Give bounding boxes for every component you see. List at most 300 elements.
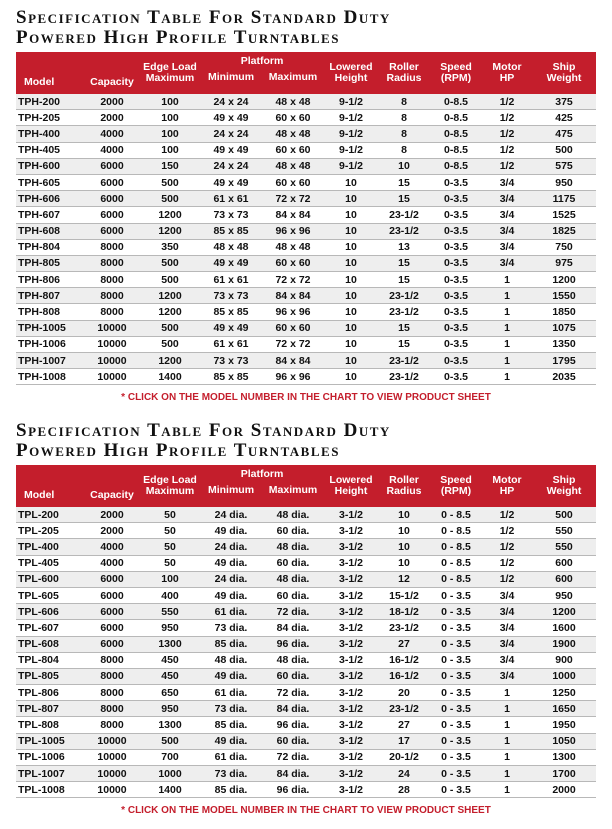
cell-platform-min: 49 x 49 xyxy=(200,174,262,190)
cell-motor-hp: 3/4 xyxy=(482,604,532,620)
col-header-platform-max: Maximum xyxy=(268,71,318,83)
table-row xyxy=(16,142,596,158)
table-row xyxy=(16,255,596,271)
cell-capacity: 6000 xyxy=(84,191,140,207)
col-header-motor: Motor HP xyxy=(492,474,522,497)
col-header-edge-load: Edge Load Maximum xyxy=(143,61,197,84)
cell-platform-max: 96 x 96 xyxy=(262,304,324,320)
table-row xyxy=(16,782,596,798)
model-link[interactable]: TPH-205 xyxy=(16,110,84,126)
table-header xyxy=(16,465,596,507)
cell-platform-max: 72 x 72 xyxy=(262,191,324,207)
cell-edge-load: 550 xyxy=(140,604,200,620)
cell-platform-max: 96 x 96 xyxy=(262,223,324,239)
cell-edge-load: 1200 xyxy=(140,223,200,239)
cell-roller-radius: 27 xyxy=(378,717,430,733)
cell-motor-hp: 3/4 xyxy=(482,239,532,255)
cell-platform-max: 72 x 72 xyxy=(262,336,324,352)
cell-motor-hp: 1/2 xyxy=(482,539,532,555)
cell-edge-load: 50 xyxy=(140,539,200,555)
model-link[interactable]: TPH-805 xyxy=(16,255,84,271)
cell-platform-max: 60 x 60 xyxy=(262,174,324,190)
cell-platform-min: 24 x 24 xyxy=(200,126,262,142)
model-link[interactable]: TPH-807 xyxy=(16,288,84,304)
cell-roller-radius: 27 xyxy=(378,636,430,652)
cell-platform-max: 84 x 84 xyxy=(262,288,324,304)
cell-ship-weight: 975 xyxy=(532,255,596,271)
model-link[interactable]: TPL-804 xyxy=(16,652,84,668)
click-note: * CLICK ON THE MODEL NUMBER IN THE CHART TO VIEW PRODUCT SHEET xyxy=(121,392,491,404)
cell-edge-load: 1000 xyxy=(140,766,200,782)
spec-table xyxy=(16,52,596,385)
cell-ship-weight: 1700 xyxy=(532,766,596,782)
cell-lowered-height: 3-1/2 xyxy=(324,507,378,523)
cell-lowered-height: 3-1/2 xyxy=(324,685,378,701)
table-row xyxy=(16,685,596,701)
cell-ship-weight: 1000 xyxy=(532,668,596,684)
model-link[interactable]: TPH-400 xyxy=(16,126,84,142)
cell-roller-radius: 23-1/2 xyxy=(378,369,430,385)
table-row xyxy=(16,110,596,126)
model-link[interactable]: TPH-608 xyxy=(16,223,84,239)
cell-platform-max: 60 dia. xyxy=(262,668,324,684)
cell-roller-radius: 23-1/2 xyxy=(378,620,430,636)
cell-lowered-height: 3-1/2 xyxy=(324,636,378,652)
cell-edge-load: 1200 xyxy=(140,304,200,320)
cell-lowered-height: 3-1/2 xyxy=(324,782,378,798)
cell-lowered-height: 10 xyxy=(324,207,378,223)
table-row xyxy=(16,507,596,523)
cell-lowered-height: 3-1/2 xyxy=(324,604,378,620)
cell-roller-radius: 23-1/2 xyxy=(378,701,430,717)
col-header-edge-load: Edge Load Maximum xyxy=(143,474,197,497)
table-row xyxy=(16,652,596,668)
table-row xyxy=(16,523,596,539)
model-link[interactable]: TPL-808 xyxy=(16,717,84,733)
cell-capacity: 6000 xyxy=(84,223,140,239)
cell-roller-radius: 24 xyxy=(378,766,430,782)
cell-edge-load: 100 xyxy=(140,142,200,158)
cell-capacity: 6000 xyxy=(84,174,140,190)
cell-platform-max: 60 dia. xyxy=(262,587,324,603)
cell-ship-weight: 1600 xyxy=(532,620,596,636)
cell-edge-load: 500 xyxy=(140,255,200,271)
cell-ship-weight: 1200 xyxy=(532,272,596,288)
model-link[interactable]: TPL-807 xyxy=(16,701,84,717)
cell-roller-radius: 16-1/2 xyxy=(378,668,430,684)
model-link[interactable]: TPL-607 xyxy=(16,620,84,636)
cell-platform-max: 48 x 48 xyxy=(262,126,324,142)
cell-platform-min: 85 dia. xyxy=(200,717,262,733)
table-row xyxy=(16,191,596,207)
cell-speed: 0-3.5 xyxy=(430,239,482,255)
table-row xyxy=(16,636,596,652)
cell-motor-hp: 3/4 xyxy=(482,652,532,668)
model-link[interactable]: TPH-804 xyxy=(16,239,84,255)
cell-platform-min: 24 x 24 xyxy=(200,94,262,110)
cell-platform-min: 24 dia. xyxy=(200,571,262,587)
cell-roller-radius: 28 xyxy=(378,782,430,798)
cell-roller-radius: 10 xyxy=(378,507,430,523)
model-link[interactable]: TPL-1006 xyxy=(16,749,84,765)
table-row xyxy=(16,766,596,782)
cell-ship-weight: 750 xyxy=(532,239,596,255)
cell-lowered-height: 9-1/2 xyxy=(324,158,378,174)
cell-platform-min: 49 x 49 xyxy=(200,110,262,126)
table-row xyxy=(16,223,596,239)
cell-ship-weight: 1795 xyxy=(532,353,596,369)
cell-platform-max: 48 dia. xyxy=(262,652,324,668)
cell-roller-radius: 8 xyxy=(378,94,430,110)
model-link[interactable]: TPH-1008 xyxy=(16,369,84,385)
model-link[interactable]: TPL-200 xyxy=(16,507,84,523)
cell-roller-radius: 15 xyxy=(378,191,430,207)
cell-speed: 0-3.5 xyxy=(430,255,482,271)
cell-speed: 0-8.5 xyxy=(430,158,482,174)
cell-platform-max: 48 dia. xyxy=(262,507,324,523)
table-row xyxy=(16,174,596,190)
cell-capacity: 8000 xyxy=(84,288,140,304)
cell-capacity: 10000 xyxy=(84,336,140,352)
cell-motor-hp: 1/2 xyxy=(482,158,532,174)
cell-motor-hp: 1 xyxy=(482,320,532,336)
cell-platform-max: 48 x 48 xyxy=(262,239,324,255)
cell-speed: 0 - 8.5 xyxy=(430,523,482,539)
table-row xyxy=(16,587,596,603)
cell-roller-radius: 10 xyxy=(378,555,430,571)
cell-lowered-height: 3-1/2 xyxy=(324,587,378,603)
cell-platform-min: 85 x 85 xyxy=(200,223,262,239)
cell-edge-load: 1300 xyxy=(140,636,200,652)
cell-platform-min: 73 x 73 xyxy=(200,207,262,223)
cell-platform-min: 61 dia. xyxy=(200,604,262,620)
cell-lowered-height: 10 xyxy=(324,336,378,352)
cell-platform-min: 73 dia. xyxy=(200,620,262,636)
cell-capacity: 2000 xyxy=(84,523,140,539)
cell-speed: 0-3.5 xyxy=(430,272,482,288)
cell-platform-min: 48 x 48 xyxy=(200,239,262,255)
cell-edge-load: 100 xyxy=(140,110,200,126)
cell-roller-radius: 10 xyxy=(378,523,430,539)
cell-ship-weight: 550 xyxy=(532,523,596,539)
cell-motor-hp: 1 xyxy=(482,766,532,782)
cell-lowered-height: 10 xyxy=(324,255,378,271)
click-note: * CLICK ON THE MODEL NUMBER IN THE CHART TO VIEW PRODUCT SHEET xyxy=(121,805,491,817)
cell-capacity: 10000 xyxy=(84,749,140,765)
cell-platform-min: 24 dia. xyxy=(200,539,262,555)
cell-speed: 0-3.5 xyxy=(430,304,482,320)
cell-capacity: 4000 xyxy=(84,142,140,158)
cell-roller-radius: 16-1/2 xyxy=(378,652,430,668)
cell-speed: 0 - 8.5 xyxy=(430,571,482,587)
cell-speed: 0 - 8.5 xyxy=(430,507,482,523)
col-header-model: Model xyxy=(24,489,55,501)
cell-motor-hp: 1 xyxy=(482,782,532,798)
cell-platform-min: 73 x 73 xyxy=(200,288,262,304)
cell-edge-load: 400 xyxy=(140,587,200,603)
cell-lowered-height: 3-1/2 xyxy=(324,766,378,782)
col-header-model: Model xyxy=(24,76,55,88)
cell-speed: 0 - 3.5 xyxy=(430,733,482,749)
model-link[interactable]: TPL-608 xyxy=(16,636,84,652)
cell-platform-max: 48 x 48 xyxy=(262,94,324,110)
model-link[interactable]: TPL-1008 xyxy=(16,782,84,798)
cell-edge-load: 1400 xyxy=(140,369,200,385)
cell-capacity: 6000 xyxy=(84,604,140,620)
cell-platform-min: 49 x 49 xyxy=(200,255,262,271)
cell-ship-weight: 425 xyxy=(532,110,596,126)
cell-ship-weight: 1825 xyxy=(532,223,596,239)
cell-motor-hp: 1/2 xyxy=(482,523,532,539)
table-row xyxy=(16,717,596,733)
cell-platform-max: 84 x 84 xyxy=(262,353,324,369)
cell-motor-hp: 3/4 xyxy=(482,191,532,207)
model-link[interactable]: TPL-606 xyxy=(16,604,84,620)
cell-capacity: 2000 xyxy=(84,110,140,126)
cell-ship-weight: 1525 xyxy=(532,207,596,223)
cell-capacity: 6000 xyxy=(84,620,140,636)
cell-roller-radius: 20 xyxy=(378,685,430,701)
cell-lowered-height: 9-1/2 xyxy=(324,126,378,142)
cell-ship-weight: 600 xyxy=(532,571,596,587)
model-link[interactable]: TPL-600 xyxy=(16,571,84,587)
cell-platform-max: 48 dia. xyxy=(262,571,324,587)
table-row xyxy=(16,733,596,749)
cell-motor-hp: 3/4 xyxy=(482,255,532,271)
cell-capacity: 8000 xyxy=(84,701,140,717)
cell-platform-max: 48 x 48 xyxy=(262,158,324,174)
cell-capacity: 6000 xyxy=(84,158,140,174)
col-header-platform: Platform Minimum Maximum xyxy=(200,465,324,507)
cell-platform-min: 49 dia. xyxy=(200,733,262,749)
cell-motor-hp: 1 xyxy=(482,336,532,352)
cell-edge-load: 500 xyxy=(140,191,200,207)
col-header-roller-radius: Roller Radius xyxy=(386,61,422,84)
model-link[interactable]: TPL-805 xyxy=(16,668,84,684)
cell-ship-weight: 475 xyxy=(532,126,596,142)
table-row xyxy=(16,604,596,620)
cell-speed: 0-8.5 xyxy=(430,94,482,110)
table-row xyxy=(16,304,596,320)
cell-speed: 0-3.5 xyxy=(430,353,482,369)
cell-platform-max: 60 x 60 xyxy=(262,320,324,336)
cell-speed: 0-3.5 xyxy=(430,288,482,304)
cell-speed: 0 - 3.5 xyxy=(430,749,482,765)
cell-speed: 0 - 3.5 xyxy=(430,668,482,684)
cell-platform-min: 49 dia. xyxy=(200,555,262,571)
model-link[interactable]: TPL-806 xyxy=(16,685,84,701)
cell-capacity: 2000 xyxy=(84,507,140,523)
cell-platform-min: 49 x 49 xyxy=(200,320,262,336)
section-title: Specification Table For Standard Duty Powered High Profile Turntables xyxy=(16,420,391,461)
model-link[interactable]: TPH-607 xyxy=(16,207,84,223)
cell-platform-max: 60 x 60 xyxy=(262,255,324,271)
cell-lowered-height: 3-1/2 xyxy=(324,555,378,571)
cell-motor-hp: 1 xyxy=(482,749,532,765)
model-link[interactable]: TPL-400 xyxy=(16,539,84,555)
model-link[interactable]: TPH-1007 xyxy=(16,353,84,369)
cell-speed: 0-8.5 xyxy=(430,110,482,126)
col-header-capacity: Capacity xyxy=(90,489,134,501)
cell-platform-max: 60 x 60 xyxy=(262,110,324,126)
cell-edge-load: 1200 xyxy=(140,288,200,304)
cell-lowered-height: 3-1/2 xyxy=(324,652,378,668)
cell-roller-radius: 15 xyxy=(378,336,430,352)
model-link[interactable]: TPH-605 xyxy=(16,174,84,190)
cell-ship-weight: 375 xyxy=(532,94,596,110)
cell-roller-radius: 23-1/2 xyxy=(378,207,430,223)
model-link[interactable]: TPH-1005 xyxy=(16,320,84,336)
cell-capacity: 6000 xyxy=(84,207,140,223)
cell-capacity: 8000 xyxy=(84,685,140,701)
cell-lowered-height: 9-1/2 xyxy=(324,110,378,126)
col-header-platform-min: Minimum xyxy=(207,71,255,83)
cell-capacity: 8000 xyxy=(84,668,140,684)
cell-lowered-height: 10 xyxy=(324,320,378,336)
cell-edge-load: 450 xyxy=(140,668,200,684)
cell-motor-hp: 1 xyxy=(482,369,532,385)
cell-ship-weight: 1075 xyxy=(532,320,596,336)
cell-roller-radius: 15 xyxy=(378,320,430,336)
table-row xyxy=(16,272,596,288)
cell-capacity: 8000 xyxy=(84,272,140,288)
spec-table-section-tph xyxy=(16,8,596,403)
cell-speed: 0 - 3.5 xyxy=(430,782,482,798)
cell-edge-load: 500 xyxy=(140,733,200,749)
cell-speed: 0-3.5 xyxy=(430,174,482,190)
cell-speed: 0 - 8.5 xyxy=(430,555,482,571)
cell-edge-load: 700 xyxy=(140,749,200,765)
cell-ship-weight: 1550 xyxy=(532,288,596,304)
cell-edge-load: 100 xyxy=(140,571,200,587)
cell-lowered-height: 10 xyxy=(324,239,378,255)
cell-lowered-height: 3-1/2 xyxy=(324,701,378,717)
cell-roller-radius: 15 xyxy=(378,272,430,288)
model-link[interactable]: TPH-606 xyxy=(16,191,84,207)
cell-ship-weight: 500 xyxy=(532,142,596,158)
model-link[interactable]: TPH-808 xyxy=(16,304,84,320)
cell-platform-max: 96 x 96 xyxy=(262,369,324,385)
cell-capacity: 10000 xyxy=(84,782,140,798)
cell-ship-weight: 1850 xyxy=(532,304,596,320)
cell-speed: 0-3.5 xyxy=(430,369,482,385)
cell-speed: 0 - 3.5 xyxy=(430,717,482,733)
spec-table-section-tpl xyxy=(16,421,596,816)
cell-motor-hp: 3/4 xyxy=(482,668,532,684)
cell-motor-hp: 1/2 xyxy=(482,126,532,142)
cell-ship-weight: 1900 xyxy=(532,636,596,652)
cell-roller-radius: 12 xyxy=(378,571,430,587)
cell-speed: 0 - 3.5 xyxy=(430,636,482,652)
table-row xyxy=(16,668,596,684)
model-link[interactable]: TPH-600 xyxy=(16,158,84,174)
model-link[interactable]: TPH-1006 xyxy=(16,336,84,352)
cell-edge-load: 100 xyxy=(140,94,200,110)
cell-platform-min: 49 x 49 xyxy=(200,142,262,158)
cell-platform-min: 49 dia. xyxy=(200,587,262,603)
cell-ship-weight: 2035 xyxy=(532,369,596,385)
cell-lowered-height: 3-1/2 xyxy=(324,523,378,539)
cell-speed: 0-8.5 xyxy=(430,126,482,142)
cell-speed: 0 - 3.5 xyxy=(430,587,482,603)
col-header-platform: Platform Minimum Maximum xyxy=(200,52,324,94)
model-link[interactable]: TPL-605 xyxy=(16,587,84,603)
cell-ship-weight: 1650 xyxy=(532,701,596,717)
table-row xyxy=(16,239,596,255)
cell-capacity: 6000 xyxy=(84,636,140,652)
cell-capacity: 8000 xyxy=(84,652,140,668)
model-link[interactable]: TPL-405 xyxy=(16,555,84,571)
model-link[interactable]: TPH-806 xyxy=(16,272,84,288)
cell-motor-hp: 3/4 xyxy=(482,620,532,636)
cell-platform-max: 72 x 72 xyxy=(262,272,324,288)
cell-platform-max: 84 dia. xyxy=(262,701,324,717)
cell-edge-load: 1300 xyxy=(140,717,200,733)
cell-lowered-height: 3-1/2 xyxy=(324,733,378,749)
model-link[interactable]: TPL-1007 xyxy=(16,766,84,782)
cell-platform-min: 61 dia. xyxy=(200,749,262,765)
cell-ship-weight: 1250 xyxy=(532,685,596,701)
cell-capacity: 10000 xyxy=(84,766,140,782)
cell-ship-weight: 500 xyxy=(532,507,596,523)
cell-platform-min: 49 dia. xyxy=(200,523,262,539)
cell-ship-weight: 550 xyxy=(532,539,596,555)
cell-roller-radius: 10 xyxy=(378,158,430,174)
cell-capacity: 10000 xyxy=(84,353,140,369)
cell-motor-hp: 1/2 xyxy=(482,142,532,158)
cell-ship-weight: 1350 xyxy=(532,336,596,352)
cell-motor-hp: 1 xyxy=(482,701,532,717)
cell-ship-weight: 1950 xyxy=(532,717,596,733)
cell-ship-weight: 1175 xyxy=(532,191,596,207)
cell-platform-min: 85 dia. xyxy=(200,782,262,798)
table-row xyxy=(16,701,596,717)
cell-platform-min: 85 x 85 xyxy=(200,304,262,320)
cell-capacity: 6000 xyxy=(84,571,140,587)
cell-ship-weight: 600 xyxy=(532,555,596,571)
table-body xyxy=(16,94,596,385)
cell-platform-min: 61 x 61 xyxy=(200,272,262,288)
cell-speed: 0-3.5 xyxy=(430,320,482,336)
cell-lowered-height: 3-1/2 xyxy=(324,668,378,684)
cell-edge-load: 650 xyxy=(140,685,200,701)
model-link[interactable]: TPL-205 xyxy=(16,523,84,539)
section-title: Specification Table For Standard Duty Powered High Profile Turntables xyxy=(16,7,391,48)
cell-platform-max: 72 dia. xyxy=(262,604,324,620)
cell-motor-hp: 1 xyxy=(482,304,532,320)
col-header-speed: Speed (RPM) xyxy=(440,474,472,497)
table-row xyxy=(16,336,596,352)
cell-motor-hp: 1/2 xyxy=(482,507,532,523)
table-row xyxy=(16,539,596,555)
model-link[interactable]: TPL-1005 xyxy=(16,733,84,749)
cell-platform-max: 96 dia. xyxy=(262,636,324,652)
model-link[interactable]: TPH-405 xyxy=(16,142,84,158)
table-row xyxy=(16,571,596,587)
cell-ship-weight: 575 xyxy=(532,158,596,174)
cell-edge-load: 500 xyxy=(140,272,200,288)
cell-edge-load: 100 xyxy=(140,126,200,142)
cell-platform-max: 60 dia. xyxy=(262,555,324,571)
cell-lowered-height: 3-1/2 xyxy=(324,571,378,587)
table-row xyxy=(16,620,596,636)
cell-edge-load: 500 xyxy=(140,320,200,336)
cell-motor-hp: 1/2 xyxy=(482,110,532,126)
cell-capacity: 8000 xyxy=(84,304,140,320)
cell-speed: 0 - 3.5 xyxy=(430,685,482,701)
table-row xyxy=(16,320,596,336)
model-link[interactable]: TPH-200 xyxy=(16,94,84,110)
